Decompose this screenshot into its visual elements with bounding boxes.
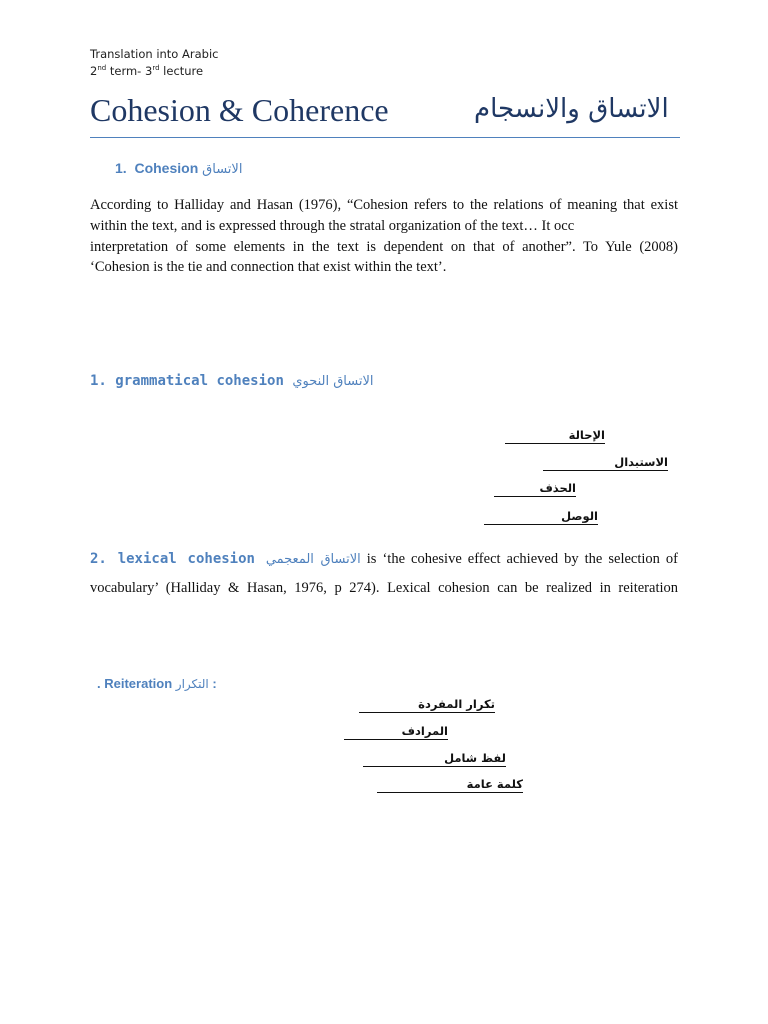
cohesion-definition-paragraph [90, 195, 678, 278]
paragraph-line: According to Halliday and Hasan (1976), “Cohesion refers to the relations of meaning that exist [90, 197, 678, 213]
paragraph-line: ‘Cohesion is the tie and connection that exist within the text’. [90, 259, 447, 276]
lexical-cohesion-paragraph [90, 545, 678, 602]
lexical-line: 2. lexical cohesion الاتساق المعجمي is ‘the cohesive effect achieved by the selection of [90, 551, 679, 567]
paragraph-line: interpretation of some elements in the text is dependent on that of another”. To Yule (2008) [90, 238, 678, 255]
page-title-english: Cohesion & Coherence [90, 92, 389, 128]
title-divider [90, 137, 680, 138]
reiteration-item-superordinate: لفظ شامل [363, 751, 506, 767]
grammatical-item-substitution: الاستبدال [543, 455, 668, 471]
reiteration-item-synonym: المرادف [344, 724, 448, 740]
grammatical-item-reference: الإحالة [505, 428, 605, 444]
grammatical-item-ellipsis: الحذف [494, 481, 576, 497]
section-heading-grammatical: 1. grammatical cohesion الاتساق النحوي [90, 373, 374, 389]
grammatical-item-conjunction: الوصل [484, 509, 598, 525]
course-title: Translation into Arabic [90, 47, 219, 61]
section-heading-cohesion: 1. Cohesion الاتساق [115, 160, 243, 177]
section-heading-lexical: 2. lexical cohesion الاتساق المعجمي [90, 551, 361, 567]
paragraph-line: within the text, and is expressed through the stratal organization of the text… It occ [90, 217, 575, 234]
lecture-info: 2nd term- 3rd lecture [90, 64, 204, 78]
reiteration-heading: . Reiteration التكرار : [97, 676, 217, 691]
page-title-arabic: الاتساق والانسجام [474, 94, 669, 124]
reiteration-item-general-word: كلمة عامة [377, 777, 523, 793]
lexical-line: vocabulary’ (Halliday & Hasan, 1976, p 274). Lexical cohesion can be realized in reiteration [90, 580, 678, 596]
reiteration-item-repetition: تكرار المفردة [359, 697, 495, 713]
